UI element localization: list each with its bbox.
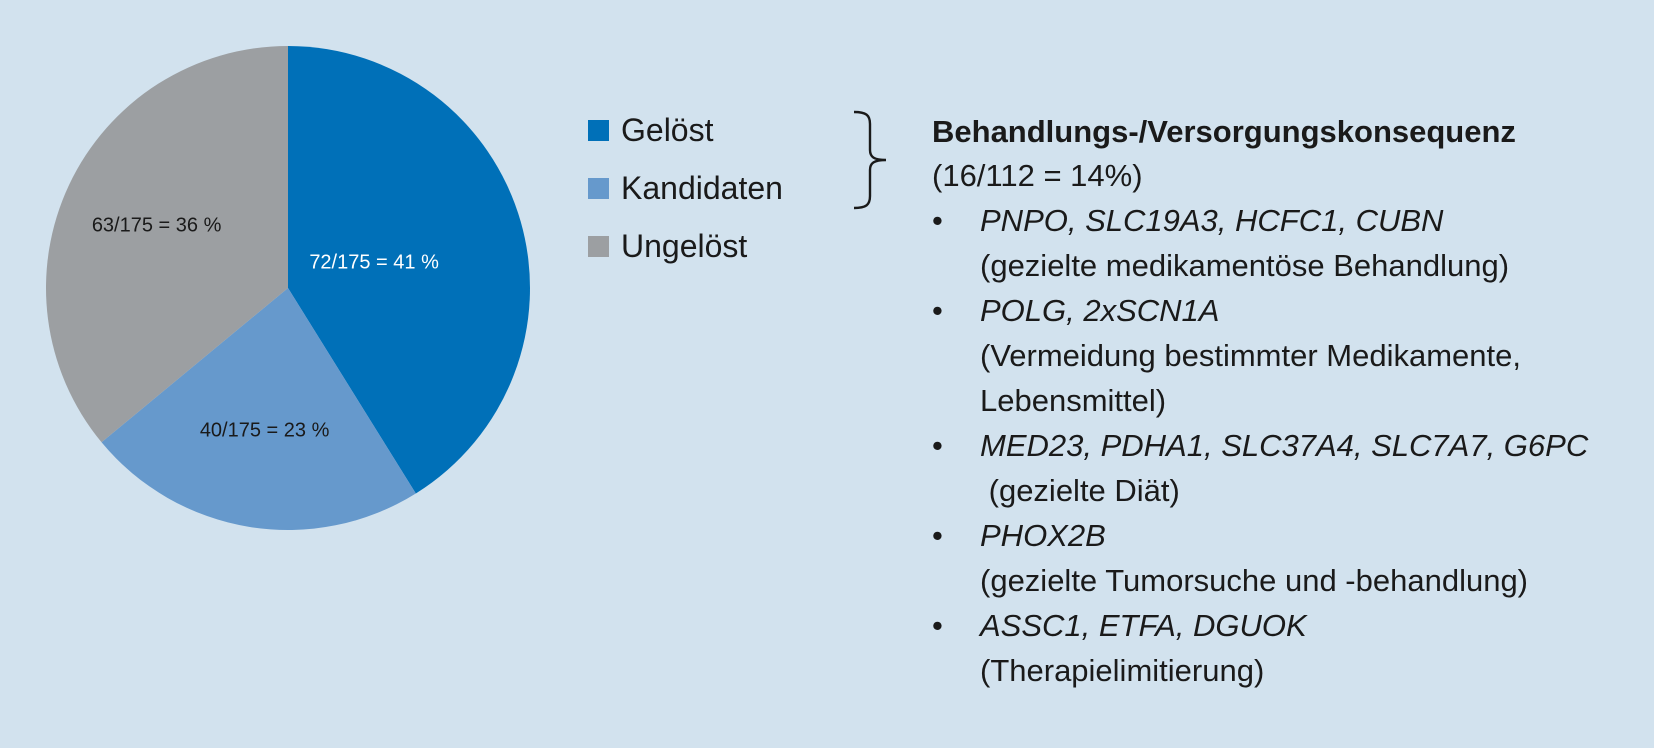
legend-item-ungeloest (588, 226, 783, 266)
bullet-icon: • (932, 203, 943, 238)
list-item (932, 603, 1632, 693)
gene-list: PNPO, SLC19A3, HCFC1, CUBN (980, 203, 1444, 238)
chart-legend (588, 110, 783, 284)
legend-swatch (588, 178, 609, 199)
legend-item-kandidaten (588, 168, 783, 208)
gene-list: POLG, 2xSCN1A (980, 293, 1220, 328)
gene-list: ASSC1, ETFA, DGUOK (980, 608, 1307, 643)
consequence-description: (Therapielimitierung) (980, 653, 1265, 688)
legend-item-geloest (588, 110, 783, 150)
pie-data-label: 72/175 = 41 % (309, 251, 439, 274)
bullet-icon: • (932, 293, 943, 328)
consequence-description: (gezielte medikamentöse Behandlung) (980, 248, 1510, 283)
bullet-icon: • (932, 428, 943, 463)
legend-swatch (588, 236, 609, 257)
legend-label: Kandidaten (621, 170, 783, 206)
list-item (932, 513, 1632, 603)
panel-title: Behandlungs-/Versorgungskonsequenz (932, 114, 1516, 149)
pie-data-label: 63/175 = 36 % (91, 214, 222, 237)
panel-subtitle: (16/112 = 14%) (932, 158, 1143, 193)
legend-swatch (588, 120, 609, 141)
gene-list: MED23, PDHA1, SLC37A4, SLC7A7, G6PC (980, 428, 1589, 463)
legend-label: Ungelöst (621, 228, 748, 264)
list-item (932, 288, 1632, 423)
gene-list: PHOX2B (980, 518, 1106, 553)
consequence-description: (gezielte Tumorsuche und -behandlung) (980, 563, 1529, 598)
pie-slices (46, 46, 530, 530)
curly-brace-icon (850, 110, 900, 210)
consequence-panel (932, 110, 1632, 693)
legend-label: Gelöst (621, 112, 714, 148)
consequence-description: (Vermeidung bestimmter Medikamente, Lebensmittel) (980, 338, 1522, 418)
consequence-description: (gezielte Diät) (980, 473, 1180, 508)
consequence-list (932, 198, 1632, 693)
bullet-icon: • (932, 608, 943, 643)
bullet-icon: • (932, 518, 943, 553)
list-item (932, 423, 1632, 513)
list-item (932, 198, 1632, 288)
pie-data-label: 40/175 = 23 % (199, 419, 330, 442)
